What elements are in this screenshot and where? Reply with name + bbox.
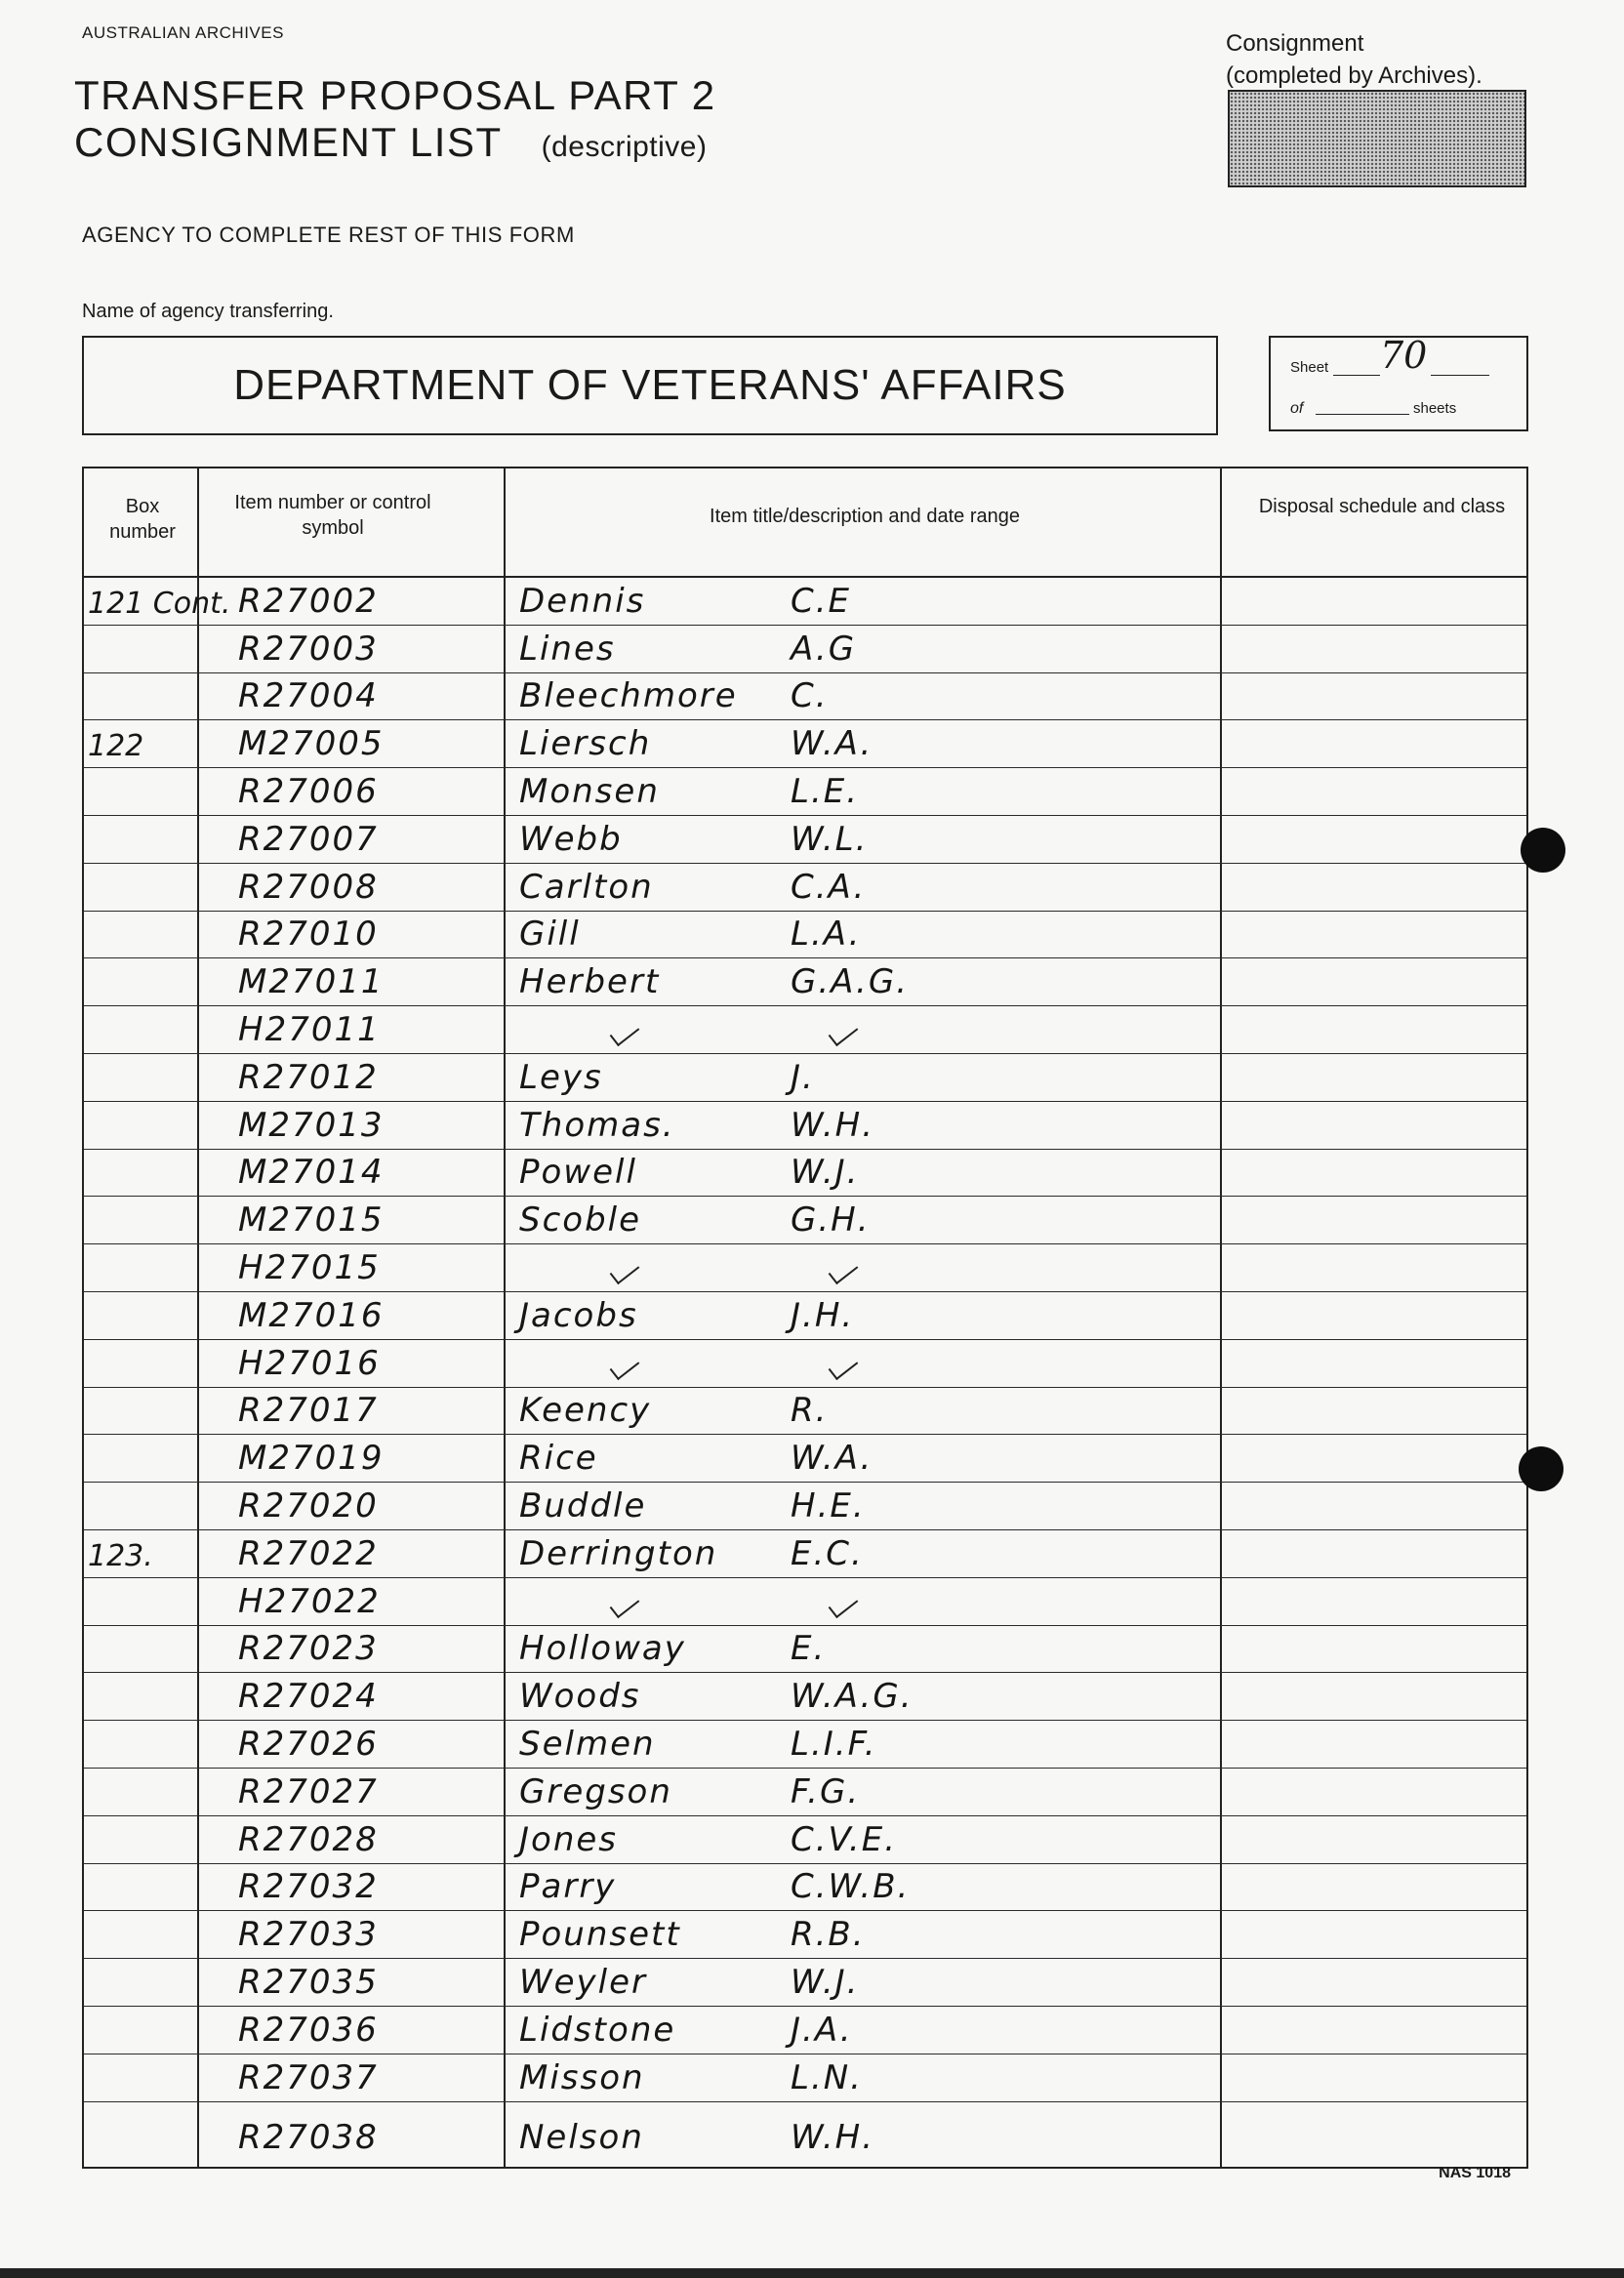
box-number-cell <box>88 1292 199 1339</box>
box-number-cell <box>88 1006 199 1053</box>
item-number: R27036 <box>238 2010 379 2050</box>
form-title-line2-text: CONSIGNMENT LIST <box>74 119 503 165</box>
box-number-cell <box>88 626 199 672</box>
person-initials: E. <box>791 1629 827 1669</box>
archives-label: AUSTRALIAN ARCHIVES <box>82 23 284 42</box>
item-number: M27019 <box>238 1439 385 1479</box>
table-row <box>84 1292 1526 1340</box>
person-initials: E.C. <box>791 1533 864 1573</box>
consignment-box <box>1228 90 1526 187</box>
sheet-label: Sheet <box>1290 359 1329 376</box>
person-initials: H.E. <box>791 1485 866 1525</box>
box-number-cell <box>88 1578 199 1625</box>
item-number: R27022 <box>238 1533 379 1573</box>
item-number: R27035 <box>238 1962 379 2002</box>
person-surname: Holloway <box>519 1629 686 1669</box>
item-title-cell <box>508 1150 1220 1197</box>
person-surname: Monsen <box>519 771 660 811</box>
item-number-cell <box>203 912 496 958</box>
person-surname: Thomas. <box>519 1105 675 1145</box>
item-title-cell <box>508 1435 1220 1482</box>
item-number: R27038 <box>238 2117 379 2157</box>
person-surname: Liersch <box>519 724 652 764</box>
header-item-title: Item title/description and date range <box>710 506 1020 527</box>
table-row <box>84 720 1526 768</box>
item-title-cell <box>508 626 1220 672</box>
item-number: M27016 <box>238 1295 385 1335</box>
table-row <box>84 1483 1526 1530</box>
person-initials: W.J. <box>791 1153 860 1193</box>
table-row <box>84 1388 1526 1436</box>
punch-hole <box>1521 828 1565 873</box>
item-number-cell <box>203 1340 496 1387</box>
item-number: R27033 <box>238 1915 379 1955</box>
table-row <box>84 2102 1526 2161</box>
item-title-cell <box>508 1054 1220 1101</box>
person-initials: C. <box>791 676 829 716</box>
table-row <box>84 1959 1526 2007</box>
form-title-descriptive: (descriptive) <box>541 131 708 163</box>
item-number: R27032 <box>238 1867 379 1907</box>
item-number-cell <box>203 2054 496 2101</box>
table-row <box>84 768 1526 816</box>
sheet-box <box>1269 336 1528 431</box>
box-number-cell <box>88 1673 199 1720</box>
box-number-cell <box>88 2102 199 2161</box>
item-number-cell <box>203 1292 496 1339</box>
item-number-cell <box>203 1102 496 1149</box>
ditto-ticks <box>519 1039 859 1049</box>
person-surname: Selmen <box>519 1724 656 1764</box>
person-surname: Derrington <box>519 1533 718 1573</box>
item-title-cell <box>508 1244 1220 1291</box>
item-title-cell <box>508 1578 1220 1625</box>
box-number-cell <box>88 958 199 1005</box>
person-surname: Gregson <box>519 1771 672 1811</box>
table-row <box>84 2054 1526 2102</box>
person-initials: W.J. <box>791 1962 860 2002</box>
person-surname: Nelson <box>519 2117 644 2157</box>
item-number-cell <box>203 1864 496 1911</box>
item-number-cell <box>203 864 496 911</box>
agency-name: DEPARTMENT OF VETERANS' AFFAIRS <box>233 361 1067 409</box>
consignment-label <box>1226 27 1482 92</box>
ditto-ticks <box>519 1611 859 1621</box>
person-surname: Scoble <box>519 1200 642 1241</box>
ditto-ticks <box>519 1373 859 1383</box>
sheet-number: 70 <box>1380 334 1428 377</box>
person-initials: J. <box>791 1057 815 1097</box>
table-row <box>84 1435 1526 1483</box>
person-surname: Rice <box>519 1439 598 1479</box>
person-initials: C.W.B. <box>791 1867 911 1907</box>
item-number-cell <box>203 626 496 672</box>
person-initials: R.B. <box>791 1915 866 1955</box>
person-surname: Pounsett <box>519 1915 681 1955</box>
item-title-cell <box>508 1864 1220 1911</box>
person-initials: W.L. <box>791 819 869 859</box>
item-number: R27027 <box>238 1771 379 1811</box>
box-number: 121 Cont. <box>88 586 231 621</box>
person-surname: Weyler <box>519 1962 647 2002</box>
box-number-cell <box>88 1959 199 2006</box>
table-row <box>84 1816 1526 1864</box>
box-number-cell <box>88 1150 199 1197</box>
item-number: R27004 <box>238 676 379 716</box>
item-title-cell <box>508 1911 1220 1958</box>
box-number-cell <box>88 1721 199 1768</box>
item-number-cell <box>203 1530 496 1577</box>
item-number-cell <box>203 578 496 625</box>
person-surname: Keency <box>519 1391 652 1431</box>
table-row <box>84 1102 1526 1150</box>
item-number: R27028 <box>238 1819 379 1859</box>
table-row <box>84 1244 1526 1292</box>
tick-mark-icon <box>607 1022 640 1039</box>
item-number: R27006 <box>238 771 379 811</box>
item-number: M27014 <box>238 1153 385 1193</box>
table-row <box>84 816 1526 864</box>
table-row <box>84 1006 1526 1054</box>
table-row <box>84 1340 1526 1388</box>
item-number: H27011 <box>238 1009 381 1049</box>
header-box-number: Box number <box>109 496 176 543</box>
item-title-cell <box>508 1959 1220 2006</box>
table-row <box>84 1864 1526 1912</box>
item-title-cell <box>508 1483 1220 1529</box>
item-number-cell <box>203 2007 496 2054</box>
item-number-cell <box>203 1721 496 1768</box>
of-label: of <box>1290 400 1304 417</box>
item-number: R27037 <box>238 2057 379 2097</box>
item-title-cell <box>508 2007 1220 2054</box>
person-surname: Webb <box>519 819 623 859</box>
table-row <box>84 1054 1526 1102</box>
box-number-cell <box>88 1197 199 1243</box>
person-surname: Leys <box>519 1057 603 1097</box>
agency-name-box <box>82 336 1218 435</box>
item-number-cell <box>203 1673 496 1720</box>
tick-mark-icon <box>826 1356 859 1373</box>
table-row <box>84 1626 1526 1674</box>
box-number-cell <box>88 1340 199 1387</box>
scan-edge <box>0 2268 1624 2278</box>
item-number-cell <box>203 2102 496 2161</box>
person-surname: Buddle <box>519 1485 647 1525</box>
box-number-cell <box>88 2007 199 2054</box>
sheets-label: sheets <box>1413 400 1457 417</box>
person-surname: Powell <box>519 1153 637 1193</box>
box-number-cell <box>88 1816 199 1863</box>
form-title <box>74 72 716 171</box>
tick-mark-icon <box>826 1022 859 1039</box>
consignment-label-line2: (completed by Archives). <box>1226 62 1482 89</box>
item-number-cell <box>203 1959 496 2006</box>
table-row <box>84 1911 1526 1959</box>
box-number-cell <box>88 1102 199 1149</box>
box-number-cell <box>88 1435 199 1482</box>
person-initials: L.E. <box>791 771 860 811</box>
item-number-cell <box>203 1197 496 1243</box>
item-title-cell <box>508 578 1220 625</box>
item-title-cell <box>508 673 1220 720</box>
box-number-cell <box>88 720 199 767</box>
box-number-cell <box>88 1483 199 1529</box>
person-initials: L.N. <box>791 2057 863 2097</box>
item-title-cell <box>508 1530 1220 1577</box>
item-title-cell <box>508 1721 1220 1768</box>
table-row <box>84 1150 1526 1198</box>
person-initials: L.I.F. <box>791 1724 877 1764</box>
table-row <box>84 1769 1526 1816</box>
consignment-table <box>82 467 1528 2169</box>
box-number-cell <box>88 768 199 815</box>
person-surname: Lines <box>519 629 616 669</box>
item-title-cell <box>508 1388 1220 1435</box>
table-row <box>84 1673 1526 1721</box>
consignment-label-line1: Consignment <box>1226 30 1364 57</box>
box-number: 123. <box>88 1538 153 1573</box>
person-initials: F.G. <box>791 1771 861 1811</box>
item-number: M27015 <box>238 1200 385 1241</box>
person-initials: G.A.G. <box>791 962 910 1002</box>
person-surname: Parry <box>519 1867 617 1907</box>
item-number-cell <box>203 720 496 767</box>
of-blank-line <box>1316 414 1409 415</box>
item-title-cell <box>508 1816 1220 1863</box>
item-number-cell <box>203 673 496 720</box>
item-number: R27002 <box>238 581 379 621</box>
punch-hole <box>1519 1446 1563 1491</box>
item-number: R27026 <box>238 1724 379 1764</box>
person-surname: Dennis <box>519 581 646 621</box>
person-initials: C.E <box>791 581 852 621</box>
item-number: M27011 <box>238 962 385 1002</box>
table-row <box>84 626 1526 673</box>
table-row <box>84 1197 1526 1244</box>
item-title-cell <box>508 1197 1220 1243</box>
person-initials: W.A. <box>791 1439 873 1479</box>
item-number: R27010 <box>238 915 379 955</box>
box-number: 122 <box>88 729 144 764</box>
table-body <box>84 578 1526 2167</box>
item-number: R27020 <box>238 1485 379 1525</box>
sheet-number-line <box>1431 375 1489 376</box>
agency-name-label: Name of agency transferring. <box>82 301 334 322</box>
item-number-cell <box>203 958 496 1005</box>
item-number: R27023 <box>238 1629 379 1669</box>
box-number-cell <box>88 1530 199 1577</box>
header-disposal: Disposal schedule and class <box>1258 496 1506 517</box>
tick-mark-icon <box>607 1594 640 1611</box>
agency-note: AGENCY TO COMPLETE REST OF THIS FORM <box>82 223 575 247</box>
item-number: R27012 <box>238 1057 379 1097</box>
item-title-cell <box>508 768 1220 815</box>
item-title-cell <box>508 1292 1220 1339</box>
tick-mark-icon <box>607 1356 640 1373</box>
item-number-cell <box>203 1054 496 1101</box>
person-surname: Lidstone <box>519 2010 676 2050</box>
table-row <box>84 1578 1526 1626</box>
item-title-cell <box>508 1626 1220 1673</box>
box-number-cell <box>88 2054 199 2101</box>
tick-mark-icon <box>826 1594 859 1611</box>
box-number-cell <box>88 816 199 863</box>
item-number: M27013 <box>238 1105 385 1145</box>
person-surname: Herbert <box>519 962 661 1002</box>
person-surname: Jacobs <box>519 1295 638 1335</box>
item-title-cell <box>508 1102 1220 1149</box>
item-title-cell <box>508 1673 1220 1720</box>
table-row <box>84 958 1526 1006</box>
item-number: R27024 <box>238 1677 379 1717</box>
box-number-cell <box>88 1864 199 1911</box>
item-number: R27017 <box>238 1391 379 1431</box>
form-title-line2 <box>74 119 716 171</box>
item-number: H27022 <box>238 1581 381 1621</box>
box-number-cell <box>88 912 199 958</box>
table-row <box>84 1530 1526 1578</box>
ditto-ticks <box>519 1278 859 1287</box>
tick-mark-icon <box>607 1260 640 1278</box>
item-number-cell <box>203 1578 496 1625</box>
item-title-cell <box>508 816 1220 863</box>
item-number-cell <box>203 1483 496 1529</box>
table-row <box>84 578 1526 626</box>
item-number: R27008 <box>238 867 379 907</box>
box-number-cell <box>88 578 231 625</box>
box-number-cell <box>88 1626 199 1673</box>
table-row <box>84 864 1526 912</box>
sheet-blank-line <box>1333 375 1380 376</box>
person-surname: Carlton <box>519 867 654 907</box>
item-title-cell <box>508 864 1220 911</box>
item-title-cell <box>508 1006 1220 1053</box>
item-number: R27007 <box>238 819 379 859</box>
person-initials: C.A. <box>791 867 867 907</box>
item-title-cell <box>508 958 1220 1005</box>
person-initials: L.A. <box>791 915 862 955</box>
form-title-line1: TRANSFER PROPOSAL PART 2 <box>74 72 716 118</box>
item-title-cell <box>508 912 1220 958</box>
person-surname: Jones <box>519 1819 619 1859</box>
person-initials: J.H. <box>791 1295 855 1335</box>
table-row <box>84 1721 1526 1769</box>
item-number-cell <box>203 1911 496 1958</box>
tick-mark-icon <box>826 1260 859 1278</box>
item-number-cell <box>203 768 496 815</box>
item-number-cell <box>203 1244 496 1291</box>
table-row <box>84 912 1526 959</box>
person-initials: W.A. <box>791 724 873 764</box>
item-title-cell <box>508 1340 1220 1387</box>
item-number-cell <box>203 1626 496 1673</box>
item-number: M27005 <box>238 724 385 764</box>
box-number-cell <box>88 673 199 720</box>
person-initials: A.G <box>791 629 857 669</box>
person-initials: W.H. <box>791 1105 875 1145</box>
item-number: R27003 <box>238 629 379 669</box>
person-initials: G.H. <box>791 1200 871 1241</box>
item-number-cell <box>203 1435 496 1482</box>
person-initials: J.A. <box>791 2010 853 2050</box>
table-row <box>84 673 1526 721</box>
item-number-cell <box>203 1150 496 1197</box>
box-number-cell <box>88 1911 199 1958</box>
item-number-cell <box>203 1006 496 1053</box>
person-surname: Woods <box>519 1677 641 1717</box>
person-initials: C.V.E. <box>791 1819 898 1859</box>
header-item-number: Item number or control symbol <box>234 492 431 539</box>
person-surname: Misson <box>519 2057 645 2097</box>
item-number: H27016 <box>238 1343 381 1383</box>
item-number-cell <box>203 816 496 863</box>
person-initials: R. <box>791 1391 829 1431</box>
box-number-cell <box>88 1054 199 1101</box>
box-number-cell <box>88 1769 199 1815</box>
box-number-cell <box>88 864 199 911</box>
box-number-cell <box>88 1244 199 1291</box>
item-number: H27015 <box>238 1247 381 1287</box>
person-surname: Bleechmore <box>519 676 738 716</box>
item-title-cell <box>508 2054 1220 2101</box>
item-title-cell <box>508 720 1220 767</box>
item-title-cell <box>508 2102 1220 2161</box>
item-number-cell <box>203 1769 496 1815</box>
person-initials: W.H. <box>791 2117 875 2157</box>
person-initials: W.A.G. <box>791 1677 914 1717</box>
person-surname: Gill <box>519 915 581 955</box>
item-number-cell <box>203 1388 496 1435</box>
box-number-cell <box>88 1388 199 1435</box>
table-row <box>84 2007 1526 2054</box>
form-number: NAS 1018 <box>1439 2165 1511 2181</box>
item-number-cell <box>203 1816 496 1863</box>
item-title-cell <box>508 1769 1220 1815</box>
